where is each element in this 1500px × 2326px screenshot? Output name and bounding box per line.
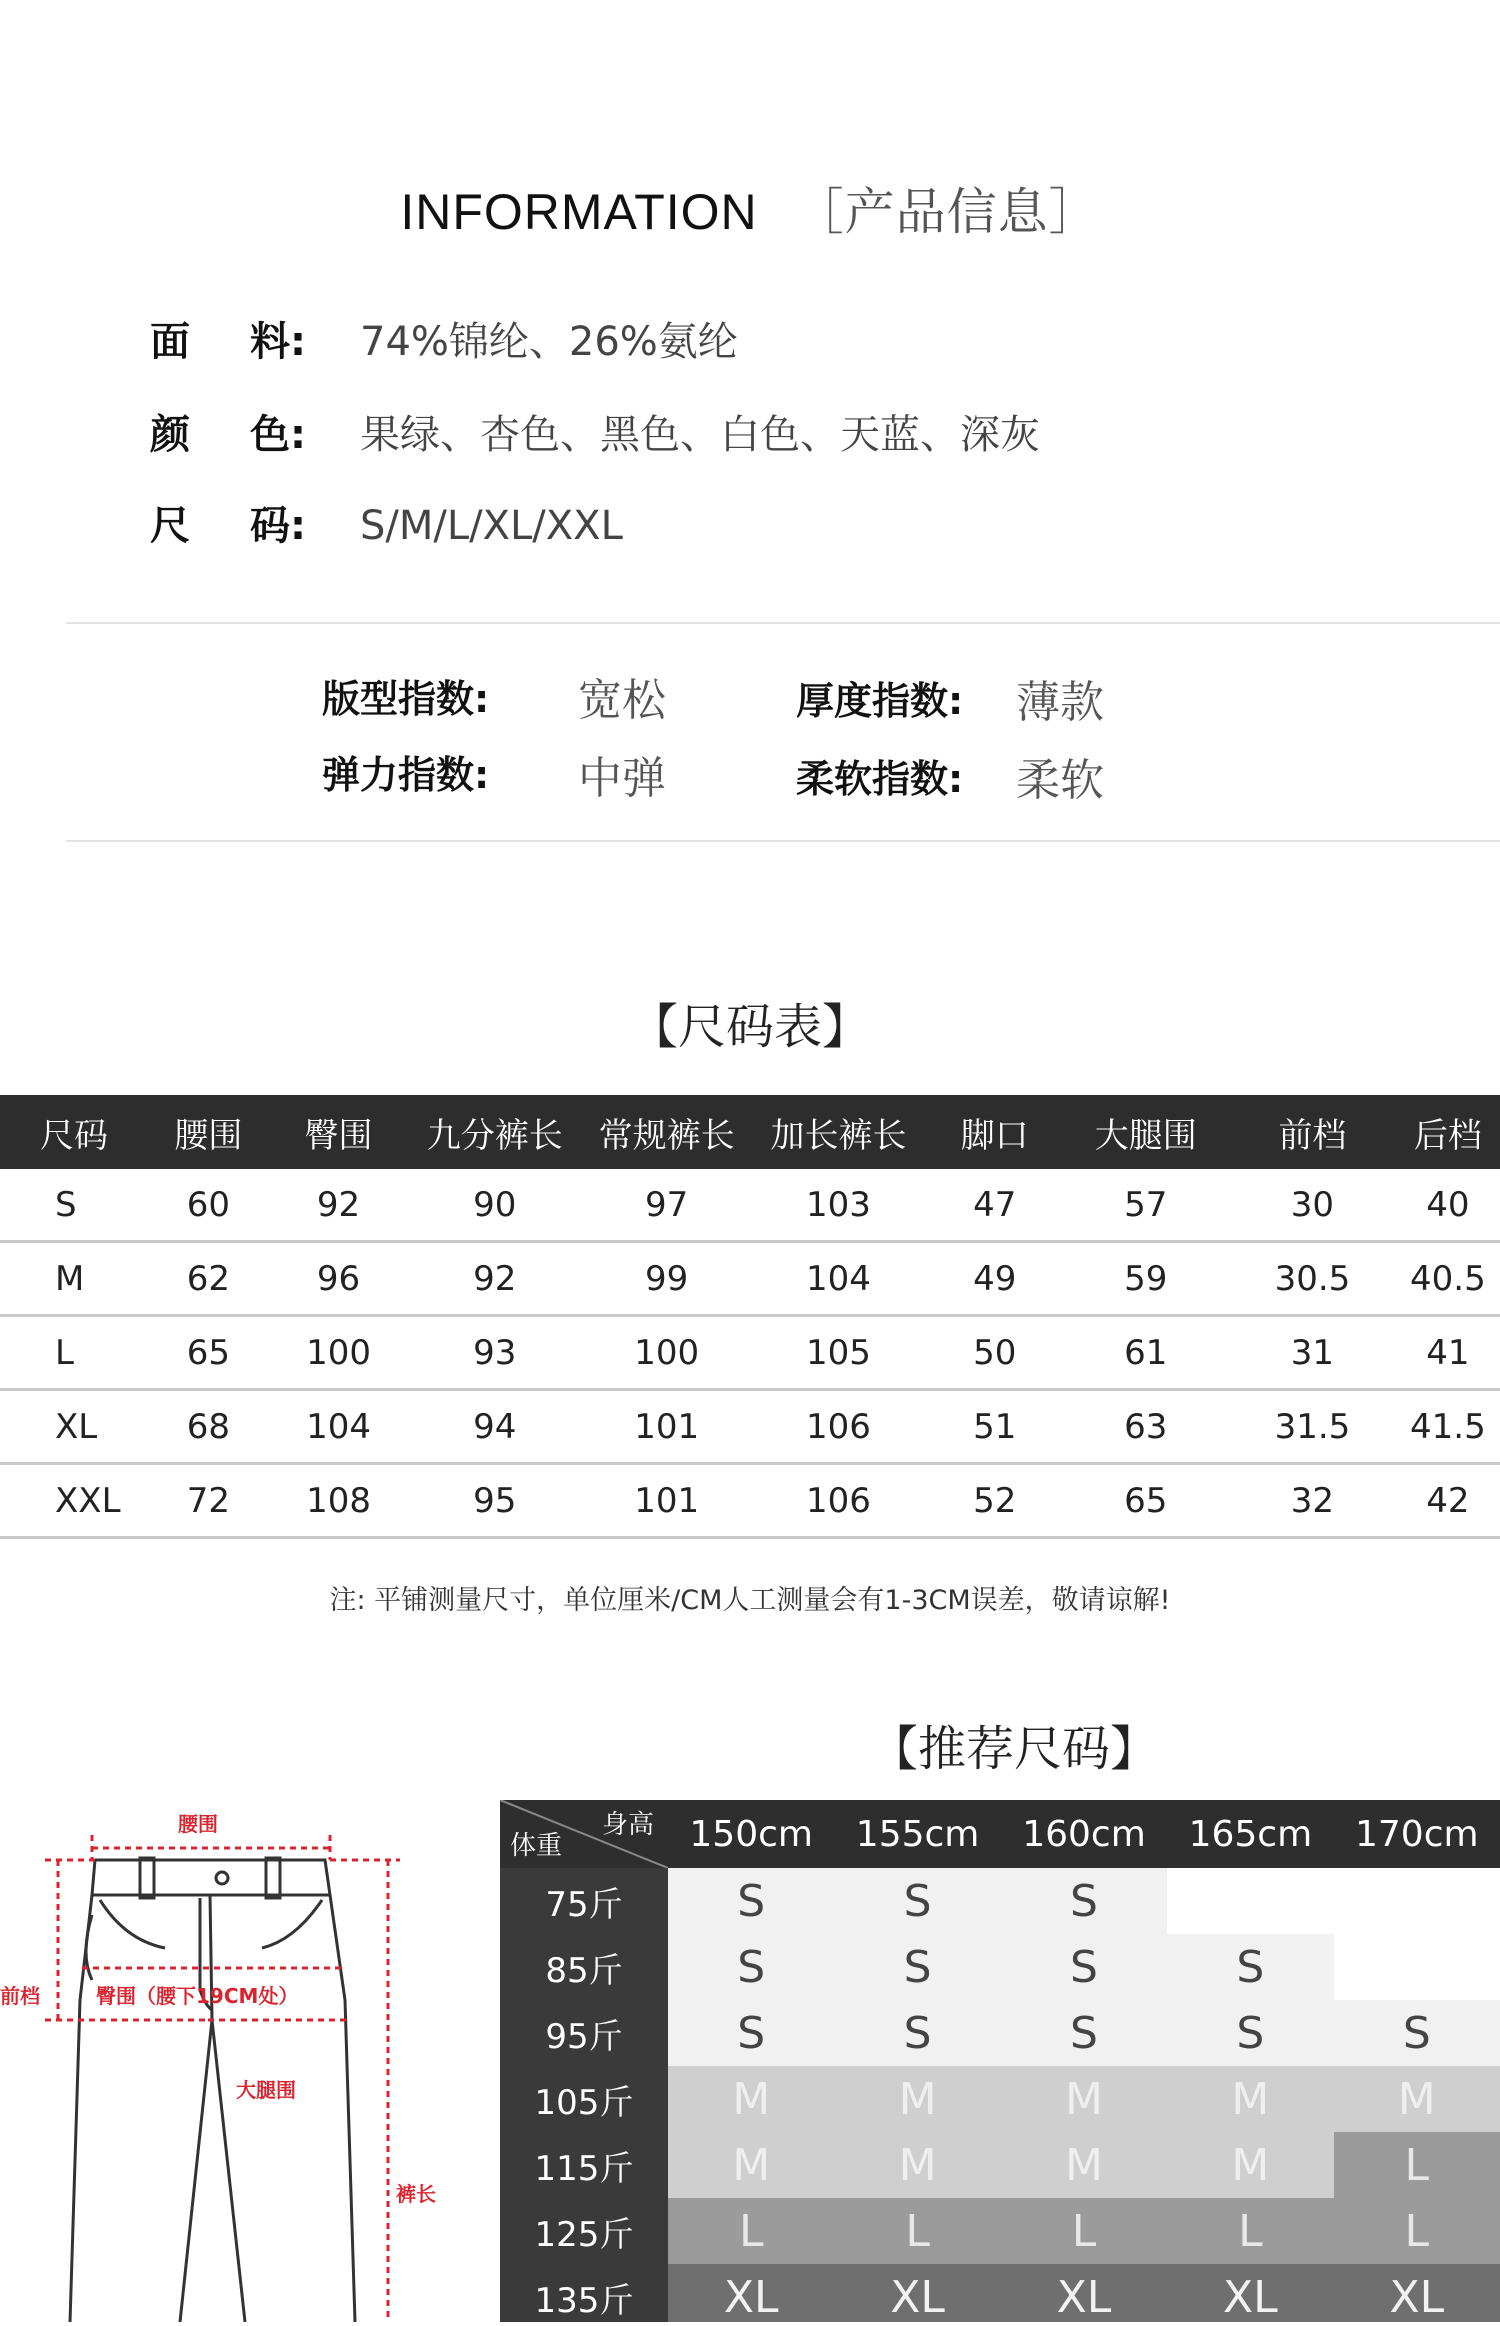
column-header: 九分裤长 <box>406 1095 583 1169</box>
height-header: 165cm <box>1167 1800 1333 1868</box>
info-title-en: INFORMATION <box>400 184 758 240</box>
size-cell: L <box>1334 2198 1500 2264</box>
size-cell: S <box>1001 1934 1167 2000</box>
table-cell: 104 <box>271 1390 406 1464</box>
table-row <box>0 1390 1500 1464</box>
size-cell: L <box>1334 2132 1500 2198</box>
table-cell: 62 <box>146 1242 271 1316</box>
corner-weight-label: 体重 <box>510 1831 563 1861</box>
table-cell: 50 <box>927 1316 1062 1390</box>
table-cell: 106 <box>750 1390 927 1464</box>
table-row <box>0 1169 1500 1242</box>
column-header: 后档 <box>1396 1095 1500 1169</box>
table-cell: S <box>0 1169 146 1242</box>
size-cell: L <box>834 2198 1000 2264</box>
table-cell: 31.5 <box>1229 1390 1396 1464</box>
table-cell: 95 <box>406 1464 583 1538</box>
size-table-title: 【尺码表】 <box>629 999 870 1055</box>
table-cell: 61 <box>1062 1316 1229 1390</box>
table-cell: 94 <box>406 1390 583 1464</box>
table-cell: 41 <box>1396 1316 1500 1390</box>
size-cell: S <box>668 1868 834 1934</box>
size-cell: L <box>1167 2198 1333 2264</box>
table-cell: 40.5 <box>1396 1242 1500 1316</box>
table-cell: 49 <box>927 1242 1062 1316</box>
table-cell: 92 <box>406 1242 583 1316</box>
pants-diagram <box>0 1790 436 2322</box>
table-cell: 57 <box>1062 1169 1229 1242</box>
table-cell: 42 <box>1396 1464 1500 1538</box>
table-cell: 40 <box>1396 1169 1500 1242</box>
recommend-row <box>500 2198 1500 2264</box>
recommend-row <box>500 1868 1500 1934</box>
size-cell: L <box>1001 2198 1167 2264</box>
index-label-fit: 版型指数: <box>322 677 490 721</box>
column-header: 尺码 <box>0 1095 146 1169</box>
table-cell: M <box>0 1242 146 1316</box>
diagram-label-length: 裤长 <box>396 2182 436 2206</box>
column-header: 加长裤长 <box>750 1095 927 1169</box>
table-cell: 93 <box>406 1316 583 1390</box>
size-cell <box>1334 1934 1500 2000</box>
column-header: 臀围 <box>271 1095 406 1169</box>
weight-label: 125斤 <box>500 2198 668 2264</box>
table-cell: 51 <box>927 1390 1062 1464</box>
table-cell: 101 <box>583 1464 750 1538</box>
size-cell <box>1334 1868 1500 1934</box>
table-cell: 100 <box>271 1316 406 1390</box>
size-cell: M <box>668 2066 834 2132</box>
table-cell: 65 <box>1062 1464 1229 1538</box>
index-label-thickness: 厚度指数: <box>796 679 964 723</box>
column-header: 前档 <box>1229 1095 1396 1169</box>
size-cell: M <box>834 2066 1000 2132</box>
weight-label: 115斤 <box>500 2132 668 2198</box>
index-value-softness: 柔软 <box>1016 755 1104 806</box>
index-value-fit: 宽松 <box>578 675 666 726</box>
table-row <box>0 1464 1500 1538</box>
corner-cell <box>500 1800 668 1868</box>
table-cell: 68 <box>146 1390 271 1464</box>
recommend-row <box>500 1934 1500 2000</box>
recommend-row <box>500 2264 1500 2322</box>
spec-label: 料: <box>250 319 306 365</box>
spec-label: 码: <box>250 503 306 549</box>
table-cell: 59 <box>1062 1242 1229 1316</box>
table-cell: 96 <box>271 1242 406 1316</box>
column-header: 脚口 <box>927 1095 1062 1169</box>
table-cell: 72 <box>146 1464 271 1538</box>
table-cell: 105 <box>750 1316 927 1390</box>
height-header: 170cm <box>1334 1800 1500 1868</box>
pants-illustration <box>0 1790 420 2322</box>
corner-height-label: 身高 <box>601 1810 654 1840</box>
column-header: 大腿围 <box>1062 1095 1229 1169</box>
table-cell: L <box>0 1316 146 1390</box>
height-header: 160cm <box>1001 1800 1167 1868</box>
spec-label: 面 <box>150 319 190 365</box>
size-cell: S <box>668 2000 834 2066</box>
diagram-label-waist: 腰围 <box>178 1812 218 1836</box>
info-title-cn: ［产品信息］ <box>793 183 1100 241</box>
table-row <box>0 1316 1500 1390</box>
size-table-header <box>0 1095 1500 1169</box>
table-cell: 30 <box>1229 1169 1396 1242</box>
recommend-table <box>500 1800 1500 2322</box>
size-cell: S <box>1167 2000 1333 2066</box>
size-cell: S <box>834 1868 1000 1934</box>
size-cell: L <box>668 2198 834 2264</box>
diagram-label-hip: 臀围（腰下19CM处） <box>96 1984 299 2008</box>
recommend-row <box>500 2000 1500 2066</box>
table-cell: 31 <box>1229 1316 1396 1390</box>
table-cell: 104 <box>750 1242 927 1316</box>
size-cell: S <box>668 1934 834 2000</box>
size-cell: S <box>834 2000 1000 2066</box>
measurement-note: 注: 平铺测量尺寸，单位厘米/CM人工测量会有1-3CM误差，敬请谅解! <box>329 1585 1171 1616</box>
table-cell: 101 <box>583 1390 750 1464</box>
table-cell: 99 <box>583 1242 750 1316</box>
size-cell: XL <box>668 2264 834 2322</box>
table-cell: 106 <box>750 1464 927 1538</box>
divider <box>66 622 1500 624</box>
table-cell: XXL <box>0 1464 146 1538</box>
weight-label: 105斤 <box>500 2066 668 2132</box>
spec-value: S/M/L/XL/XXL <box>360 503 623 549</box>
size-cell: M <box>1167 2132 1333 2198</box>
weight-label: 75斤 <box>500 1868 668 1934</box>
recommend-row <box>500 2066 1500 2132</box>
height-header: 155cm <box>834 1800 1000 1868</box>
table-cell: 103 <box>750 1169 927 1242</box>
weight-label: 135斤 <box>500 2264 668 2322</box>
size-cell: M <box>1001 2066 1167 2132</box>
table-cell: 47 <box>927 1169 1062 1242</box>
diagram-label-thigh: 大腿围 <box>236 2078 296 2102</box>
spec-label: 颜 <box>150 412 190 458</box>
table-cell: 92 <box>271 1169 406 1242</box>
size-cell: XL <box>1167 2264 1333 2322</box>
table-cell: 41.5 <box>1396 1390 1500 1464</box>
info-title <box>0 172 1500 244</box>
table-cell: 60 <box>146 1169 271 1242</box>
size-cell: M <box>834 2132 1000 2198</box>
table-row <box>0 1242 1500 1316</box>
size-cell: XL <box>1001 2264 1167 2322</box>
size-cell: S <box>1001 1868 1167 1934</box>
divider <box>66 840 1500 842</box>
table-cell: 32 <box>1229 1464 1396 1538</box>
index-value-thickness: 薄款 <box>1016 677 1104 728</box>
table-cell: 63 <box>1062 1390 1229 1464</box>
column-header: 常规裤长 <box>583 1095 750 1169</box>
size-cell: M <box>668 2132 834 2198</box>
spec-label: 尺 <box>150 503 190 549</box>
table-cell: 52 <box>927 1464 1062 1538</box>
size-cell: M <box>1001 2132 1167 2198</box>
size-cell: S <box>1001 2000 1167 2066</box>
table-cell: 90 <box>406 1169 583 1242</box>
diagram-label-front-rise: 前档 <box>0 1984 40 2008</box>
size-cell: M <box>1334 2066 1500 2132</box>
size-cell: M <box>1167 2066 1333 2132</box>
size-cell: S <box>1334 2000 1500 2066</box>
recommend-header <box>500 1800 1500 1868</box>
recommend-title: 【推荐尺码】 <box>870 1721 1159 1777</box>
height-header: 150cm <box>668 1800 834 1868</box>
table-cell: 30.5 <box>1229 1242 1396 1316</box>
size-cell <box>1167 1868 1333 1934</box>
spec-value: 74%锦纶、26%氨纶 <box>360 319 738 365</box>
weight-label: 85斤 <box>500 1934 668 2000</box>
column-header: 腰围 <box>146 1095 271 1169</box>
index-label-stretch: 弹力指数: <box>322 753 490 797</box>
table-cell: 108 <box>271 1464 406 1538</box>
spec-label: 色: <box>250 412 306 458</box>
index-label-softness: 柔软指数: <box>796 757 964 801</box>
recommend-table-wrap <box>500 1800 1500 2322</box>
table-cell: 100 <box>583 1316 750 1390</box>
recommend-row <box>500 2132 1500 2198</box>
table-cell: 97 <box>583 1169 750 1242</box>
size-table <box>0 1095 1500 1539</box>
size-cell: XL <box>1334 2264 1500 2322</box>
table-cell: 65 <box>146 1316 271 1390</box>
size-cell: XL <box>834 2264 1000 2322</box>
size-cell: S <box>1167 1934 1333 2000</box>
table-cell: XL <box>0 1390 146 1464</box>
size-cell: S <box>834 1934 1000 2000</box>
spec-value: 果绿、杏色、黑色、白色、天蓝、深灰 <box>360 412 1040 458</box>
weight-label: 95斤 <box>500 2000 668 2066</box>
index-value-stretch: 中弹 <box>578 753 666 804</box>
